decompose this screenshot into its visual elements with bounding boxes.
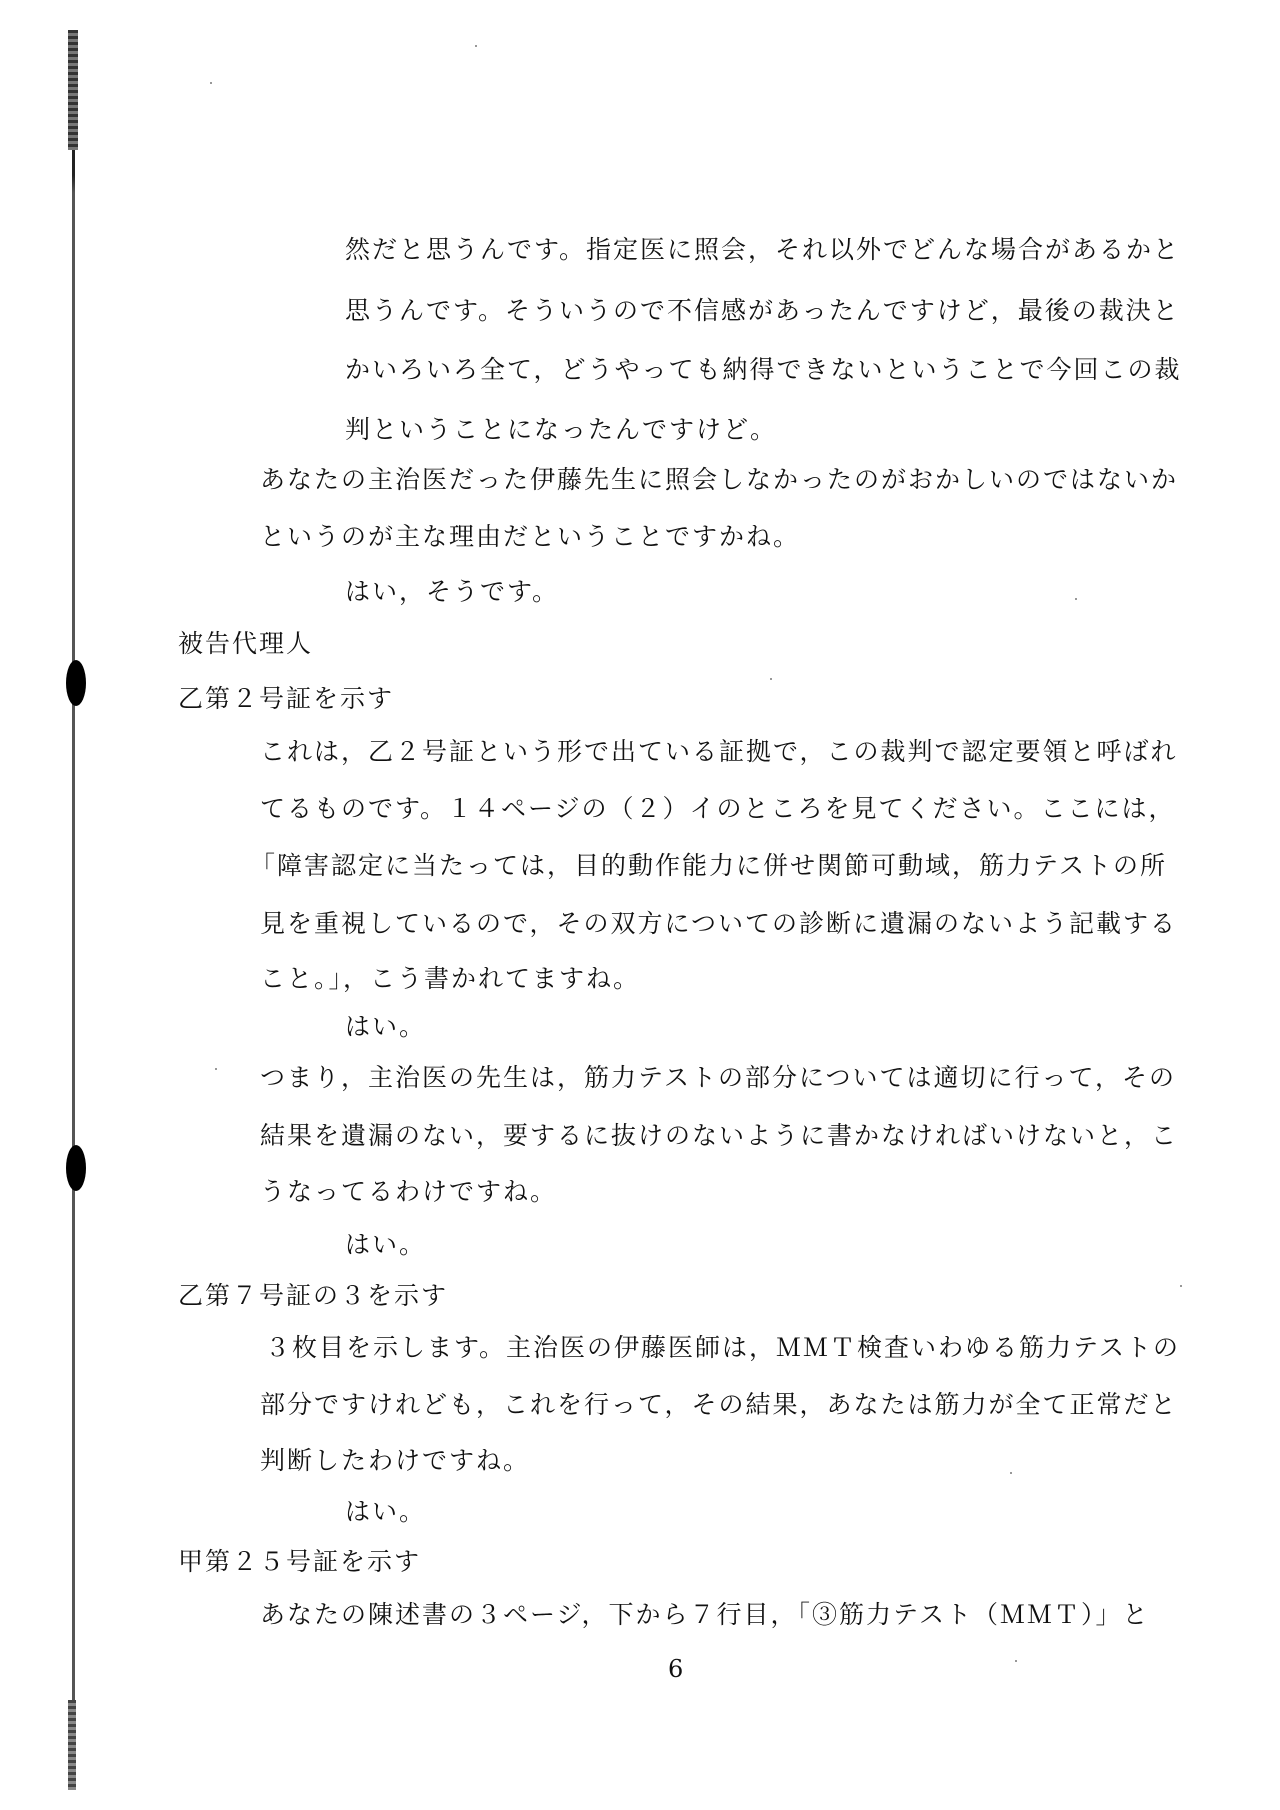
question-line: ３枚目を示します。主治医の伊藤医師は，ＭＭＴ検査いわゆる筋力テストの [265, 1333, 1181, 1362]
text-line: 判ということになったんですけど。 [345, 415, 778, 444]
exhibit-heading: 甲第２５号証を示す [178, 1547, 422, 1576]
question-line: というのが主な理由だということですかね。 [260, 522, 801, 551]
question-line: 部分ですけれども，これを行って，その結果，あなたは筋力が全て正常だと [260, 1390, 1178, 1419]
speaker-heading: 被告代理人 [178, 629, 314, 658]
question-line: こと。」，こう書かれてますね。 [260, 964, 641, 993]
scan-speck [1180, 1285, 1182, 1287]
scan-speck [210, 82, 212, 84]
question-line: てるものです。１４ページの（２）イのところを見てください。ここには， [260, 794, 1176, 823]
question-line: これは，乙２号証という形で出ている証拠で，この裁判で認定要領と呼ばれ [260, 737, 1178, 766]
text-line: 思うんです。そういうので不信感があったんですけど，最後の裁決と [345, 296, 1180, 325]
answer-line: はい。 [345, 1230, 427, 1259]
scan-speck [1075, 598, 1077, 600]
binding-mark-bottom [68, 1700, 76, 1790]
scan-speck [475, 45, 477, 47]
exhibit-heading: 乙第２号証を示す [178, 684, 395, 713]
punch-hole-lower [66, 1145, 86, 1191]
question-line: うなってるわけですね。 [260, 1177, 558, 1206]
question-line: 見を重視しているので，その双方についての診断に遺漏のないよう記載する [260, 909, 1178, 938]
exhibit-heading: 乙第７号証の３を示す [178, 1281, 449, 1310]
binding-mark-top [68, 30, 78, 150]
scan-speck [215, 1068, 217, 1070]
scan-speck [1010, 1472, 1012, 1474]
question-line: 結果を遺漏のない，要するに抜けのないように書かなければいけないと，こ [260, 1121, 1179, 1150]
punch-hole-upper [66, 660, 86, 706]
answer-line: はい。 [345, 1497, 427, 1526]
text-line: 然だと思うんです。指定医に照会，それ以外でどんな場合があるかと [345, 235, 1181, 264]
answer-line: はい。 [345, 1012, 427, 1041]
question-line: つまり，主治医の先生は，筋力テストの部分については適切に行って，その [260, 1063, 1177, 1092]
question-line: 判断したわけですね。 [260, 1446, 531, 1475]
text-line: かいろいろ全て，どうやっても納得できないということで今回この裁 [345, 355, 1182, 384]
answer-line: はい，そうです。 [345, 577, 560, 606]
question-line: あなたの陳述書の３ページ，下から７行目，「③筋力テスト（ＭＭＴ）」と [260, 1600, 1150, 1629]
binding-line [72, 36, 75, 1776]
scan-speck [770, 678, 772, 680]
page-number: 6 [668, 1655, 684, 1683]
question-line: 「障害認定に当たっては，目的動作能力に併せ関節可動域，筋力テストの所 [250, 851, 1168, 880]
scan-speck [1015, 1660, 1017, 1662]
question-line: あなたの主治医だった伊藤先生に照会しなかったのがおかしいのではないか [260, 465, 1179, 494]
